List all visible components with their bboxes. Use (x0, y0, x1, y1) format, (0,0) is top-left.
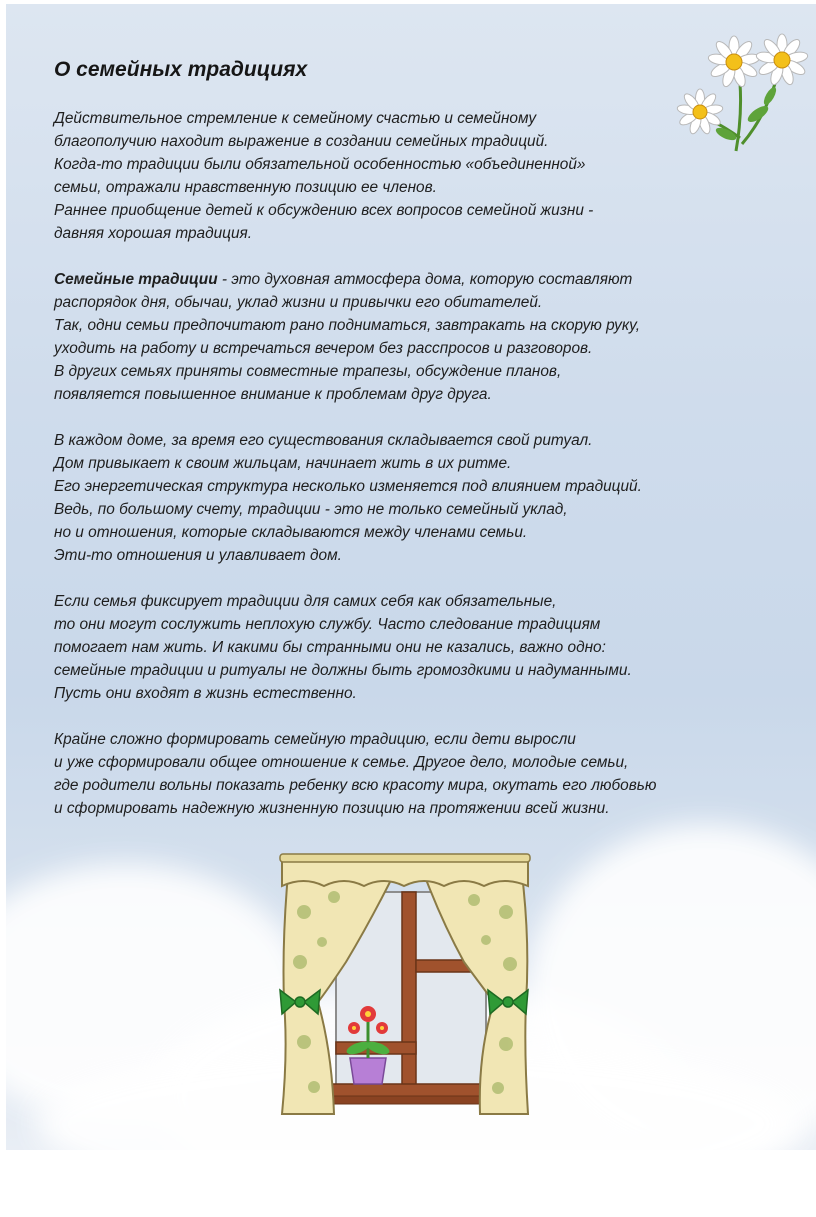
text-line: но и отношения, которые складываются между членами семьи. (54, 524, 528, 541)
text-line: Так, одни семьи предпочитают рано подниматься, завтракать на скорую руку, (54, 317, 641, 334)
article-body (54, 107, 814, 843)
text-line: семьи, отражали нравственную позицию ее членов. (54, 179, 437, 196)
text-line: и сформировать надежную жизненную позицию на протяжении всей жизни. (54, 800, 610, 817)
text-line: давняя хорошая традиция. (54, 225, 253, 242)
paragraph (54, 268, 814, 406)
text-fragment: - это духовная атмосфера дома, которую составляют (217, 271, 633, 288)
paragraph (54, 429, 814, 567)
page-title: О семейных традициях (54, 58, 308, 81)
text-line: Когда-то традиции были обязательной особенностью «объединенной» (54, 156, 586, 173)
text-line: В каждом доме, за время его существования складывается свой ритуал. (54, 432, 593, 449)
text-line (54, 268, 814, 291)
text-line: появляется повышенное внимание к проблемам друг друга. (54, 386, 492, 403)
paragraph (54, 590, 814, 705)
text-line: благополучию находит выражение в создании семейных традиций. (54, 133, 549, 150)
document-page (6, 4, 816, 1150)
paragraph (54, 107, 814, 245)
text-line: Дом привыкает к своим жильцам, начинает жить в их ритме. (54, 455, 512, 472)
window-curtains-icon (274, 852, 536, 1124)
text-line: Ведь, по большому счету, традиции - это не только семейный уклад, (54, 501, 568, 518)
text-line: где родители вольны показать ребенку всю красоту мира, окутать его любовью (54, 777, 657, 794)
text-line: Эти-то отношения и улавливает дом. (54, 547, 342, 564)
text-line: В других семьях приняты совместные трапезы, обсуждение планов, (54, 363, 562, 380)
text-line: уходить на работу и встречаться вечером без расспросов и разговоров. (54, 340, 593, 357)
text-line: распорядок дня, обычаи, уклад жизни и привычки его обитателей. (54, 294, 543, 311)
text-line: помогает нам жить. И какими бы странными они не казались, важно одно: (54, 639, 606, 656)
text-line: Раннее приобщение детей к обсуждению всех вопросов семейной жизни - (54, 202, 594, 219)
text-line: Пусть они входят в жизнь естественно. (54, 685, 357, 702)
text-line: Действительное стремление к семейному счастью и семейному (54, 110, 537, 127)
paragraph (54, 728, 814, 820)
text-line: Его энергетическая структура несколько изменяется под влиянием традиций. (54, 478, 642, 495)
text-line: семейные традиции и ритуалы не должны быть громоздкими и надуманными. (54, 662, 632, 679)
text-line: Если семья фиксирует традиции для самих себя как обязательные, (54, 593, 557, 610)
text-line: Крайне сложно формировать семейную традицию, если дети выросли (54, 731, 576, 748)
text-line: то они могут сослужить неплохую службу. Часто следование традициям (54, 616, 601, 633)
term-highlight: Семейные традиции (54, 271, 218, 288)
text-line: и уже сформировали общее отношение к семье. Другое дело, молодые семьи, (54, 754, 629, 771)
